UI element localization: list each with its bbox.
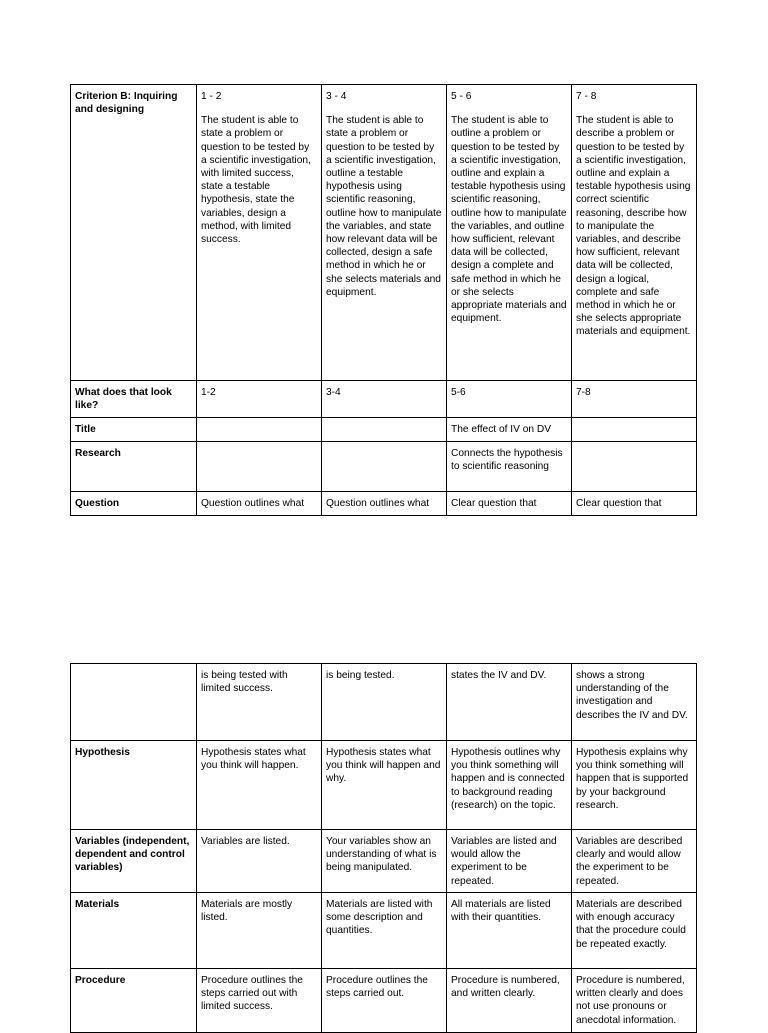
- table-cell: Hypothesis explains why you think something will happen that is supported by your background research.: [572, 741, 697, 830]
- table-cell: Hypothesis states what you think will happen.: [197, 741, 322, 830]
- level-range: 7 - 8: [576, 91, 597, 102]
- table-cell: [572, 442, 697, 492]
- table-cell: Clear question that: [447, 492, 572, 516]
- table-header-row: [71, 85, 697, 381]
- table-row: [71, 442, 697, 492]
- level-description: The student is able to state a problem or question to be tested by a scientific investigation, outline a testable hypothesis using scientific reasoning, outline how to manipulate the variables, and state how relevant data will be collected, design a safe method in which he or she selects materials and equipment.: [326, 115, 442, 298]
- table-cell: is being tested with limited success.: [197, 664, 322, 741]
- row-label: Research: [71, 442, 197, 492]
- table-cell: [322, 442, 447, 492]
- table-cell: 1-2: [197, 381, 322, 418]
- level-range: 3 - 4: [326, 91, 347, 102]
- level-cell: [197, 85, 322, 381]
- table-cell: Question outlines what: [322, 492, 447, 516]
- row-label: Procedure: [71, 969, 197, 1033]
- table-row: [71, 741, 697, 830]
- row-label: Materials: [71, 893, 197, 969]
- table-cell: Clear question that: [572, 492, 697, 516]
- table-row: [71, 492, 697, 516]
- table-cell: [197, 442, 322, 492]
- table-cell: [572, 418, 697, 442]
- table-cell: 5-6: [447, 381, 572, 418]
- table-row: [71, 969, 697, 1033]
- table-cell: Your variables show an understanding of what is being manipulated.: [322, 830, 447, 893]
- table-cell: Procedure outlines the steps carried out.: [322, 969, 447, 1033]
- table-cell: states the IV and DV.: [447, 664, 572, 741]
- table-cell: [197, 418, 322, 442]
- row-label: Question: [71, 492, 197, 516]
- level-range: 1 - 2: [201, 91, 222, 102]
- row-label: What does that look like?: [71, 381, 197, 418]
- level-cell: [447, 85, 572, 381]
- table-cell: Materials are mostly listed.: [197, 893, 322, 969]
- table-cell: All materials are listed with their quantities.: [447, 893, 572, 969]
- row-label: Variables (independent, dependent and control variables): [71, 830, 197, 893]
- table-cell: Hypothesis states what you think will happen and why.: [322, 741, 447, 830]
- table-cell: shows a strong understanding of the investigation and describes the IV and DV.: [572, 664, 697, 741]
- table-cell: The effect of IV on DV: [447, 418, 572, 442]
- row-label: [71, 664, 197, 741]
- row-label: Title: [71, 418, 197, 442]
- table-cell: 7-8: [572, 381, 697, 418]
- row-label: Hypothesis: [71, 741, 197, 830]
- criterion-title: Criterion B: Inquiring and designing: [71, 85, 197, 381]
- table-cell: Question outlines what: [197, 492, 322, 516]
- table-cell: Hypothesis outlines why you think something will happen and is connected to background reading (research) on the topic.: [447, 741, 572, 830]
- table-cell: is being tested.: [322, 664, 447, 741]
- table-cell: 3-4: [322, 381, 447, 418]
- rubric-table-continued: [70, 663, 697, 1033]
- table-row: [71, 893, 697, 969]
- table-cell: Connects the hypothesis to scientific reasoning: [447, 442, 572, 492]
- rubric-table-criterion-b: [70, 84, 697, 516]
- table-cell: Procedure outlines the steps carried out with limited success.: [197, 969, 322, 1033]
- table-row: [71, 830, 697, 893]
- table-cell: Materials are listed with some description and quantities.: [322, 893, 447, 969]
- table-row: [71, 418, 697, 442]
- table-row: [71, 381, 697, 418]
- table-cell: Materials are described with enough accuracy that the procedure could be repeated exactly.: [572, 893, 697, 969]
- table-cell: Variables are described clearly and would allow the experiment to be repeated.: [572, 830, 697, 893]
- level-description: The student is able to describe a problem or question to be tested by a scientific investigation, outline and explain a testable hypothesis using correct scientific reasoning, describe how to manipulate the variables, and describe how sufficient, relevant data will be collected, design a logical, complete and safe method in which he or she selects appropriate materials and equipment.: [576, 115, 691, 338]
- table-cell: Procedure is numbered, written clearly and does not use pronouns or anecdotal information.: [572, 969, 697, 1033]
- table-row: [71, 664, 697, 741]
- level-description: The student is able to outline a problem or question to be tested by a scientific investigation, outline and explain a testable hypothesis using scientific reasoning, outline how to manipulate the variables, and outline how sufficient, relevant data will be collected, design a complete and safe method in which he or she selects appropriate materials and equipment.: [451, 115, 567, 325]
- level-cell: [322, 85, 447, 381]
- table-cell: Variables are listed and would allow the experiment to be repeated.: [447, 830, 572, 893]
- table-cell: Procedure is numbered, and written clearly.: [447, 969, 572, 1033]
- table-cell: Variables are listed.: [197, 830, 322, 893]
- level-cell: [572, 85, 697, 381]
- table-cell: [322, 418, 447, 442]
- level-range: 5 - 6: [451, 91, 472, 102]
- level-description: The student is able to state a problem or question to be tested by a scientific investigation, with limited success, state a testable hypothesis, state the variables, design a method, with limited success.: [201, 115, 311, 246]
